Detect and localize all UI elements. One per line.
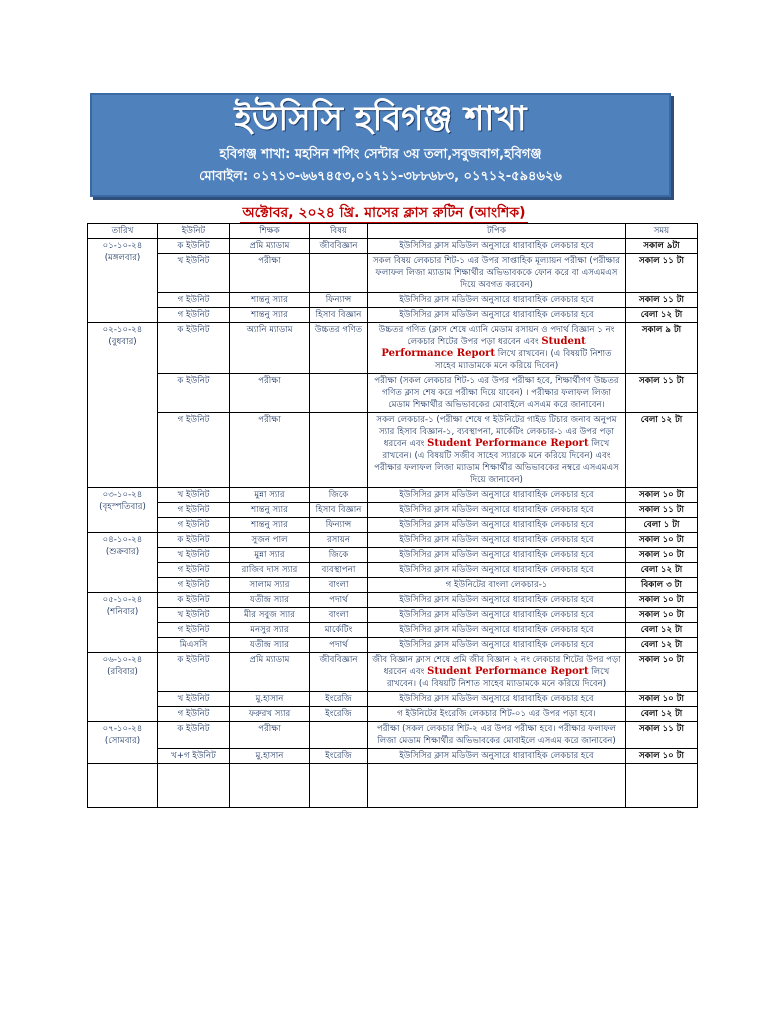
table-row xyxy=(88,653,698,692)
table-body xyxy=(88,239,698,808)
subject-cell: বাংলা xyxy=(310,578,368,593)
performance-report-highlight: Student Performance Report xyxy=(427,438,589,449)
time-cell: সকাল ১০ টা xyxy=(626,488,698,503)
subject-cell: ইংরেজি xyxy=(310,707,368,722)
time-cell: সকাল ১০ টা xyxy=(626,692,698,707)
topic-text: জীব বিজ্ঞান ক্লাস শেষে প্রমি জীব বিজ্ঞান ২ নং লেকচার শিটের উপর পড়া ধরবেন এবং xyxy=(372,655,621,677)
topic-cell: ইউসিসির ক্লাস মডিউল অনুসারে ধারাবাহিক লেকচার হবে xyxy=(368,503,626,518)
topic-cell: ইউসিসির ক্লাস মডিউল অনুসারে ধারাবাহিক লেকচার হবে xyxy=(368,638,626,653)
time-cell: বেলা ১২ টা xyxy=(626,638,698,653)
empty-row xyxy=(88,764,698,808)
col-header-time: সময় xyxy=(626,224,698,239)
time-cell: সকাল ১০ টা xyxy=(626,608,698,623)
unit-cell: ক ইউনিট xyxy=(158,533,230,548)
topic-cell: ইউসিসির ক্লাস মডিউল অনুসারে ধারাবাহিক লেকচার হবে xyxy=(368,308,626,323)
time-cell: সকাল ১০ টা xyxy=(626,653,698,692)
teacher-cell: সুজন পাল xyxy=(230,533,310,548)
table-row xyxy=(88,374,698,413)
time-cell: সকাল ১০ টা xyxy=(626,548,698,563)
unit-cell: গ ইউনিট xyxy=(158,578,230,593)
subject-cell: ইংরেজি xyxy=(310,692,368,707)
table-row xyxy=(88,692,698,707)
table-row xyxy=(88,413,698,488)
weekday-text: (শনিবার) xyxy=(106,607,139,617)
time-cell: সকাল ১১ টা xyxy=(626,722,698,749)
subject-cell: হিসাব বিজ্ঞান xyxy=(310,308,368,323)
unit-cell: খ ইউনিট xyxy=(158,608,230,623)
table-row xyxy=(88,578,698,593)
topic-cell: ইউসিসির ক্লাস মডিউল অনুসারে ধারাবাহিক লেকচার হবে xyxy=(368,593,626,608)
subject-cell: জীববিজ্ঞান xyxy=(310,239,368,254)
topic-cell: পরীক্ষা (সকল লেকচার শিট-২ এর উপর পরীক্ষা হবে। পরীক্ষার ফলাফল লিজা মেডাম শিক্ষার্থীর অভিভাবকের মোবাইলে এসএম করে জানাবেন) xyxy=(368,722,626,749)
table-row xyxy=(88,518,698,533)
topic-cell: ইউসিসির ক্লাস মডিউল অনুসারে ধারাবাহিক লেকচার হবে xyxy=(368,623,626,638)
table-row xyxy=(88,722,698,749)
date-text: ০৬-১০-২৪ xyxy=(102,655,143,665)
topic-text-after: লিখে রাখবেন। (এ বিষয়টি নিশাত সাহেব ম্যাডামকে মনে করিয়ে দিবেন) xyxy=(386,667,610,689)
table-row xyxy=(88,608,698,623)
date-text: ০৫-১০-২৪ xyxy=(102,595,143,605)
teacher-cell: পরীক্ষা xyxy=(230,254,310,293)
topic-cell: ইউসিসির ক্লাস মডিউল অনুসারে ধারাবাহিক লেকচার হবে xyxy=(368,239,626,254)
unit-cell: ক ইউনিট xyxy=(158,593,230,608)
time-cell: বেলা ১২ টা xyxy=(626,623,698,638)
time-cell: বেলা ১২ টা xyxy=(626,563,698,578)
date-text: ০৪-১০-২৪ xyxy=(102,535,143,545)
performance-report-highlight: Student Performance Report xyxy=(427,666,589,677)
subject-cell: মার্কেটিং xyxy=(310,623,368,638)
col-header-subject: বিষয় xyxy=(310,224,368,239)
weekday-text: (শুক্রবার) xyxy=(105,547,140,557)
teacher-cell: যতীন্দ্র স্যার xyxy=(230,638,310,653)
date-cell xyxy=(88,533,158,593)
table-row xyxy=(88,749,698,764)
unit-cell: গ ইউনিট xyxy=(158,503,230,518)
date-cell xyxy=(88,593,158,653)
topic-cell: ইউসিসির ক্লাস মডিউল অনুসারে ধারাবাহিক লেকচার হবে xyxy=(368,692,626,707)
date-cell xyxy=(88,239,158,323)
performance-report-highlight: Student Performance Report xyxy=(381,336,586,359)
table-row xyxy=(88,239,698,254)
unit-cell: মিএসসি xyxy=(158,638,230,653)
date-text: ০৩-১০-২৪ xyxy=(102,490,143,500)
subject-cell: পদার্থ xyxy=(310,638,368,653)
time-cell: বিকাল ৩ টা xyxy=(626,578,698,593)
unit-cell: গ ইউনিট xyxy=(158,563,230,578)
teacher-cell: মুন্না স্যার xyxy=(230,488,310,503)
table-row xyxy=(88,548,698,563)
unit-cell: গ ইউনিট xyxy=(158,293,230,308)
table-row xyxy=(88,254,698,293)
col-header-topic: টপিক xyxy=(368,224,626,239)
teacher-cell: সালাম স্যার xyxy=(230,578,310,593)
table-row xyxy=(88,623,698,638)
time-cell: সকাল ১১ টা xyxy=(626,293,698,308)
subject-cell xyxy=(310,374,368,413)
teacher-cell: প্রমি ম্যাডাম xyxy=(230,653,310,692)
topic-text-after: লিখে রাখবেন। (এ বিষয়টি নিশাত সাহেব ম্যাডামকে মনে করিয়ে দিবেন) xyxy=(434,349,612,371)
unit-cell: ক ইউনিট xyxy=(158,374,230,413)
date-cell xyxy=(88,488,158,533)
table-row xyxy=(88,488,698,503)
topic-cell: সকল বিষয় লেকচার শিট-১ এর উপর সাপ্তাহিক মূল্যায়ন পরীক্ষা (পরীক্ষার ফলাফল লিজা ম্যাডাম শিক্ষার্থীর অভিভাবককে ফোন করে বা এসএমএস দিয়ে অবগত করবেন) xyxy=(368,254,626,293)
table-row xyxy=(88,707,698,722)
unit-cell: গ ইউনিট xyxy=(158,623,230,638)
table-row xyxy=(88,563,698,578)
routine-title-wrap xyxy=(0,202,768,224)
teacher-cell: রাজিব দাস স্যার xyxy=(230,563,310,578)
table-row xyxy=(88,593,698,608)
topic-text: উচ্চতর গণিত (ক্লাস শেষে এ্যানি মেডাম রসায়ন ও পদার্থ বিজ্ঞান ১ নং লেকচার শিটের উপর পড়া ধরবেন এবং xyxy=(378,325,615,347)
branch-address: হবিগঞ্জ শাখা: মহসিন শপিং সেন্টার ৩য় তলা,সবুজবাগ,হবিগঞ্জ xyxy=(219,147,542,162)
time-cell: বেলা ১২ টা xyxy=(626,413,698,488)
table-row xyxy=(88,293,698,308)
subject-cell: জিকে xyxy=(310,548,368,563)
topic-cell: ইউসিসির ক্লাস মডিউল অনুসারে ধারাবাহিক লেকচার হবে xyxy=(368,608,626,623)
topic-text: সকল লেকচার-১ (পরীক্ষা শেষে গ ইউনিটের গাইড টিচার জনাব অনুপম স্যার হিসাব বিজ্ঞান-১, ব্যবস্থাপনা, মার্কেটিং লেকচার-১ এর উপর পড়া ধরবেন এবং xyxy=(376,415,617,449)
date-cell xyxy=(88,323,158,488)
topic-cell: গ ইউনিটের ইংরেজি লেকচার শিট-০১ এর উপর পড়া হবে। xyxy=(368,707,626,722)
subject-cell: ব্যবস্থাপনা xyxy=(310,563,368,578)
date-text: ০১-১০-২৪ xyxy=(102,241,143,251)
subject-cell: ইংরেজি xyxy=(310,749,368,764)
topic-cell xyxy=(368,323,626,374)
time-cell: সকাল ১০ টা xyxy=(626,749,698,764)
table-row xyxy=(88,308,698,323)
unit-cell: ক ইউনিট xyxy=(158,722,230,749)
teacher-cell: পরীক্ষা xyxy=(230,374,310,413)
class-routine-table xyxy=(87,223,698,808)
teacher-cell: শান্তনু স্যার xyxy=(230,518,310,533)
table-row xyxy=(88,503,698,518)
teacher-cell: পরীক্ষা xyxy=(230,722,310,749)
unit-cell: ক ইউনিট xyxy=(158,653,230,692)
col-header-date: তারিখ xyxy=(88,224,158,239)
topic-cell: ইউসিসির ক্লাস মডিউল অনুসারে ধারাবাহিক লেকচার হবে xyxy=(368,563,626,578)
topic-cell: পরীক্ষা (সকল লেকচার শিট-১ এর উপর পরীক্ষা হবে, শিক্ষার্থীগণ উচ্চতর গণিত ক্লাস শেষ করে পরীক্ষা দিয়ে যাবেন) । পরীক্ষার ফলাফল লিজা মেডাম শিক্ষার্থীর অভিভাবকের মোবাইলে এসএম করে জানাবেন। xyxy=(368,374,626,413)
branch-title: ইউসিসি হবিগঞ্জ শাখা xyxy=(234,99,527,139)
topic-cell: ইউসিসির ক্লাস মডিউল অনুসারে ধারাবাহিক লেকচার হবে xyxy=(368,488,626,503)
subject-cell xyxy=(310,413,368,488)
subject-cell: ফিন্যান্স xyxy=(310,293,368,308)
topic-cell: ইউসিসির ক্লাস মডিউল অনুসারে ধারাবাহিক লেকচার হবে xyxy=(368,548,626,563)
teacher-cell: মীর সবুজ স্যার xyxy=(230,608,310,623)
topic-cell: ইউসিসির ক্লাস মডিউল অনুসারে ধারাবাহিক লেকচার হবে xyxy=(368,293,626,308)
subject-cell xyxy=(310,254,368,293)
time-cell: সকাল ১১ টা xyxy=(626,254,698,293)
time-cell: সকাল ৯টা xyxy=(626,239,698,254)
time-cell: সকাল ৯ টা xyxy=(626,323,698,374)
time-cell: সকাল ১১ টা xyxy=(626,503,698,518)
teacher-cell: মু.হাসান xyxy=(230,692,310,707)
col-header-unit: ইউনিট xyxy=(158,224,230,239)
teacher-cell: পরীক্ষা xyxy=(230,413,310,488)
date-text: ০২-১০-২৪ xyxy=(102,325,143,335)
weekday-text: (বৃহস্পতিবার) xyxy=(99,502,146,512)
time-cell: বেলা ১২ টা xyxy=(626,308,698,323)
header-banner xyxy=(90,93,671,197)
topic-cell xyxy=(368,413,626,488)
subject-cell: হিসাব বিজ্ঞান xyxy=(310,503,368,518)
teacher-cell: মু.হাসান xyxy=(230,749,310,764)
routine-title: অক্টোবর, ২০২৪ খ্রি. মাসের ক্লাস রুটিন (আংশিক) xyxy=(240,204,527,224)
time-cell: বেলা ১২ টা xyxy=(626,707,698,722)
time-cell: সকাল ১০ টা xyxy=(626,593,698,608)
branch-mobile: মোবাইল: ০১৭১৩-৬৬৭৪৫৩,০১৭১১-৩৮৮৬৮৩, ০১৭১২-৫৯৪৬২৬ xyxy=(199,169,562,184)
topic-cell: গ ইউনিটের বাংলা লেকচার-১ xyxy=(368,578,626,593)
date-cell xyxy=(88,722,158,764)
subject-cell: রসায়ন xyxy=(310,533,368,548)
teacher-cell: শান্তনু স্যার xyxy=(230,293,310,308)
col-header-teacher: শিক্ষক xyxy=(230,224,310,239)
unit-cell: ক ইউনিট xyxy=(158,323,230,374)
teacher-cell: প্রমি ম্যাডাম xyxy=(230,239,310,254)
subject-cell: উচ্চতর গণিত xyxy=(310,323,368,374)
table-row xyxy=(88,638,698,653)
topic-text-after: লিখে রাখবেন। (এ বিষয়টি সজীব সাহেব স্যারকে মনে করিয়ে দিবেন) এবং পরীক্ষার ফলাফল লিজা ম্যাডাম শিক্ষার্থীর অভিভাবকের নম্বরে এসএমএস দিয়ে জানাবেন) xyxy=(374,439,619,485)
topic-cell: ইউসিসির ক্লাস মডিউল অনুসারে ধারাবাহিক লেকচার হবে xyxy=(368,749,626,764)
unit-cell: গ ইউনিট xyxy=(158,413,230,488)
weekday-text: (রবিবার) xyxy=(107,667,138,677)
table-row xyxy=(88,323,698,374)
unit-cell: খ+গ ইউনিট xyxy=(158,749,230,764)
time-cell: সকাল ১০ টা xyxy=(626,533,698,548)
unit-cell: ক ইউনিট xyxy=(158,239,230,254)
teacher-cell: মনসুর স্যার xyxy=(230,623,310,638)
subject-cell: জীববিজ্ঞান xyxy=(310,653,368,692)
teacher-cell: যতীন্দ্র স্যার xyxy=(230,593,310,608)
subject-cell: জিকে xyxy=(310,488,368,503)
time-cell: সকাল ১১ টা xyxy=(626,374,698,413)
date-text: ০৭-১০-২৪ xyxy=(102,724,143,734)
teacher-cell: শান্তনু স্যার xyxy=(230,503,310,518)
unit-cell: খ ইউনিট xyxy=(158,548,230,563)
unit-cell: খ ইউনিট xyxy=(158,488,230,503)
teacher-cell: শান্তনু স্যার xyxy=(230,308,310,323)
topic-cell: ইউসিসির ক্লাস মডিউল অনুসারে ধারাবাহিক লেকচার হবে xyxy=(368,518,626,533)
date-cell xyxy=(88,653,158,722)
teacher-cell: মুন্না স্যার xyxy=(230,548,310,563)
teacher-cell: ফরুরখ স্যার xyxy=(230,707,310,722)
subject-cell: বাংলা xyxy=(310,608,368,623)
subject-cell: ফিন্যান্স xyxy=(310,518,368,533)
unit-cell: গ ইউনিট xyxy=(158,707,230,722)
topic-cell: ইউসিসির ক্লাস মডিউল অনুসারে ধারাবাহিক লেকচার হবে xyxy=(368,533,626,548)
table-header-row xyxy=(88,224,698,239)
unit-cell: গ ইউনিট xyxy=(158,518,230,533)
subject-cell xyxy=(310,722,368,749)
weekday-text: (মঙ্গলবার) xyxy=(104,253,141,263)
teacher-cell: অ্যানি ম্যাডাম xyxy=(230,323,310,374)
topic-cell xyxy=(368,653,626,692)
weekday-text: (সোমবার) xyxy=(104,736,141,746)
unit-cell: খ ইউনিট xyxy=(158,692,230,707)
table-row xyxy=(88,533,698,548)
subject-cell: পদার্থ xyxy=(310,593,368,608)
time-cell: বেলা ১ টা xyxy=(626,518,698,533)
unit-cell: খ ইউনিট xyxy=(158,254,230,293)
weekday-text: (বুধবার) xyxy=(108,337,137,347)
unit-cell: গ ইউনিট xyxy=(158,308,230,323)
